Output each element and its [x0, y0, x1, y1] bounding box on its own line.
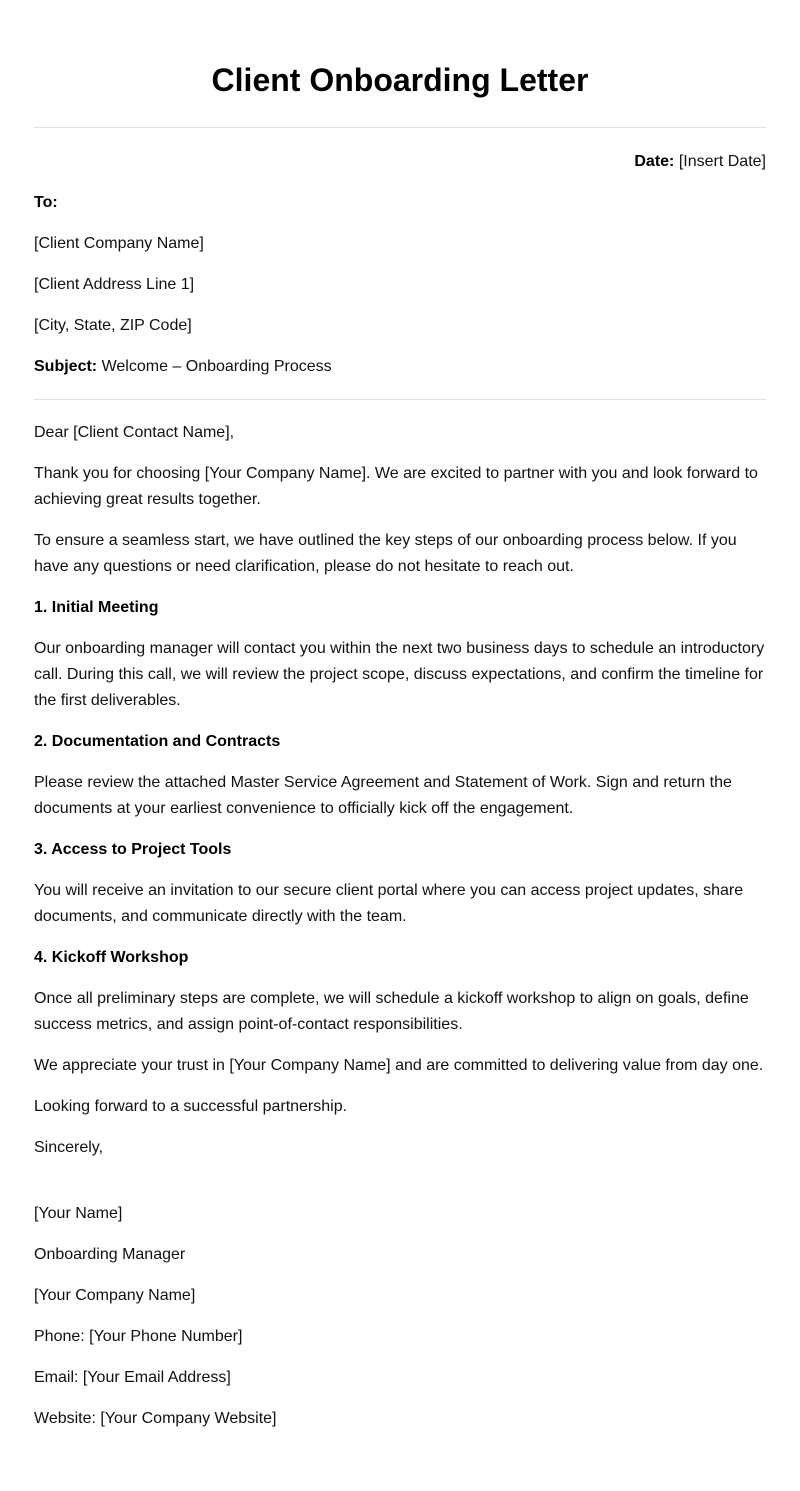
signature-email: Email: [Your Email Address] — [34, 1369, 231, 1386]
recipient-label: To: — [34, 194, 58, 211]
signature-name: [Your Name] — [34, 1205, 123, 1222]
date-line — [34, 149, 766, 175]
step-heading-1: 1. Initial Meeting — [34, 599, 159, 616]
step-text-1: Our onboarding manager will contact you within the next two business days to schedule an introductory call. During this call, we will review the project scope, discuss expectations, and confirm the timeline for the first deliverables. — [34, 640, 765, 709]
step-heading-3: 3. Access to Project Tools — [34, 841, 232, 858]
subject-divider — [34, 399, 766, 400]
looking-forward-paragraph: Looking forward to a successful partnership. — [34, 1098, 348, 1115]
step-text-2: Please review the attached Master Service Agreement and Statement of Work. Sign and return the documents at your earliest convenience to officially kick off the engagement. — [34, 774, 732, 817]
page-title: Client Onboarding Letter — [211, 62, 589, 98]
signature-company: [Your Company Name] — [34, 1287, 196, 1304]
letter-page — [34, 0, 766, 1432]
salutation: Dear [Client Contact Name], — [34, 424, 235, 441]
date-value: [Insert Date] — [678, 153, 766, 170]
closing: Sincerely, — [34, 1139, 104, 1156]
recipient-address: [Client Address Line 1] — [34, 276, 195, 293]
intro-paragraph-2: To ensure a seamless start, we have outlined the key steps of our onboarding process below. If you have any questions or need clarification, please do not hesitate to reach out. — [34, 532, 737, 575]
appreciation-paragraph: We appreciate your trust in [Your Company Name] and are committed to delivering value from day one. — [34, 1057, 764, 1074]
intro-paragraph-1: Thank you for choosing [Your Company Name]. We are excited to partner with you and look forward to achieving great results together. — [34, 465, 758, 508]
step-text-3: You will receive an invitation to our secure client portal where you can access project updates, share documents, and communicate directly with the team. — [34, 882, 744, 925]
signature-website: Website: [Your Company Website] — [34, 1410, 277, 1427]
recipient-city: [City, State, ZIP Code] — [34, 317, 192, 334]
signature-phone: Phone: [Your Phone Number] — [34, 1328, 243, 1345]
header-divider — [34, 127, 766, 128]
date-label: Date: — [634, 153, 675, 170]
subject-value: Welcome – Onboarding Process — [101, 358, 332, 375]
subject-label: Subject: — [34, 358, 98, 375]
signature-role: Onboarding Manager — [34, 1246, 186, 1263]
step-heading-4: 4. Kickoff Workshop — [34, 949, 189, 966]
step-text-4: Once all preliminary steps are complete, we will schedule a kickoff workshop to align on goals, define success metrics, and assign point-of-contact responsibilities. — [34, 990, 749, 1033]
subject-line — [34, 354, 766, 380]
step-heading-2: 2. Documentation and Contracts — [34, 733, 281, 750]
recipient-company: [Client Company Name] — [34, 235, 204, 252]
